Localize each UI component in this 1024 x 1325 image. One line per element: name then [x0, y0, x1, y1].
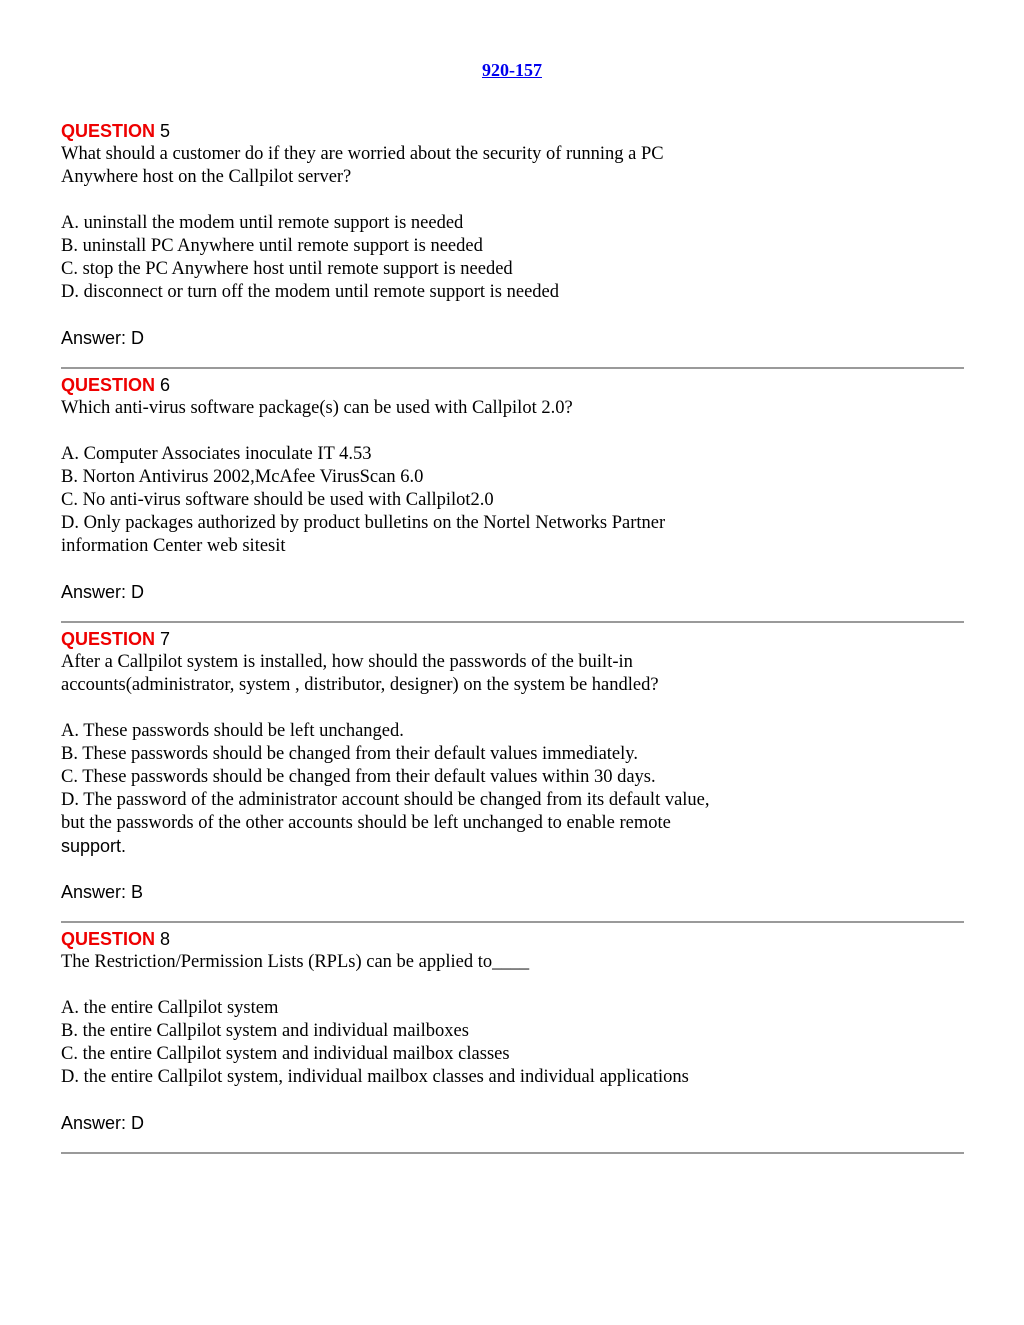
correct-answer: Answer: D [61, 582, 145, 602]
answer-option: B. Norton Antivirus 2002,McAfee VirusScan 6.0 [61, 467, 424, 487]
answer-option: A. the entire Callpilot system [61, 998, 279, 1018]
answer-option: C. stop the PC Anywhere host until remote support is needed [61, 259, 513, 279]
question-text-line: accounts(administrator, system , distributor, designer) on the system be handled? [61, 675, 659, 695]
question-block [61, 120, 966, 350]
question-number: 5 [160, 121, 171, 141]
correct-answer: Answer: B [61, 882, 144, 902]
question-title [61, 628, 966, 651]
answer-option: D. Only packages authorized by product bulletins on the Nortel Networks Partner [61, 513, 666, 533]
answer-option: A. uninstall the modem until remote support is needed [61, 213, 464, 233]
divider [61, 621, 964, 623]
answer-option-tail: support. [61, 836, 127, 856]
question-text-line: The Restriction/Permission Lists (RPLs) can be applied to____ [61, 952, 530, 972]
answer-option: B. the entire Callpilot system and individual mailboxes [61, 1021, 469, 1041]
question-number: 6 [160, 375, 171, 395]
question-text-line: Which anti-virus software package(s) can be used with Callpilot 2.0? [61, 398, 573, 418]
answer-option: C. No anti-virus software should be used with Callpilot2.0 [61, 490, 494, 510]
answer-option: D. The password of the administrator account should be changed from its default value, [61, 790, 710, 810]
correct-answer: Answer: D [61, 1113, 145, 1133]
question-block [61, 928, 966, 1135]
page-header [0, 60, 1024, 81]
question-label: QUESTION [61, 375, 156, 395]
question-title [61, 374, 966, 397]
answer-option: but the passwords of the other accounts should be left unchanged to enable remote [61, 813, 671, 833]
divider [61, 1152, 964, 1154]
question-title [61, 120, 966, 143]
question-text-line: What should a customer do if they are worried about the security of running a PC [61, 144, 664, 164]
question-title [61, 928, 966, 951]
answer-option: A. These passwords should be left unchanged. [61, 721, 404, 741]
answer-option: D. disconnect or turn off the modem until remote support is needed [61, 282, 560, 302]
question-block [61, 374, 966, 604]
answer-option: B. These passwords should be changed from their default values immediately. [61, 744, 638, 764]
answer-option: information Center web sitesit [61, 536, 286, 556]
answer-option: A. Computer Associates inoculate IT 4.53 [61, 444, 372, 464]
divider [61, 921, 964, 923]
question-block [61, 628, 966, 904]
answer-option: D. the entire Callpilot system, individual mailbox classes and individual applications [61, 1067, 689, 1087]
question-label: QUESTION [61, 629, 156, 649]
question-text-line: After a Callpilot system is installed, how should the passwords of the built-in [61, 652, 633, 672]
answer-option: C. These passwords should be changed from their default values within 30 days. [61, 767, 656, 787]
correct-answer: Answer: D [61, 328, 145, 348]
answer-option: B. uninstall PC Anywhere until remote support is needed [61, 236, 483, 256]
question-number: 7 [160, 629, 171, 649]
question-number: 8 [160, 929, 171, 949]
question-label: QUESTION [61, 121, 156, 141]
exam-code-link[interactable]: 920-157 [482, 60, 542, 80]
question-label: QUESTION [61, 929, 156, 949]
question-text-line: Anywhere host on the Callpilot server? [61, 167, 352, 187]
answer-option: C. the entire Callpilot system and individual mailbox classes [61, 1044, 510, 1064]
divider [61, 367, 964, 369]
